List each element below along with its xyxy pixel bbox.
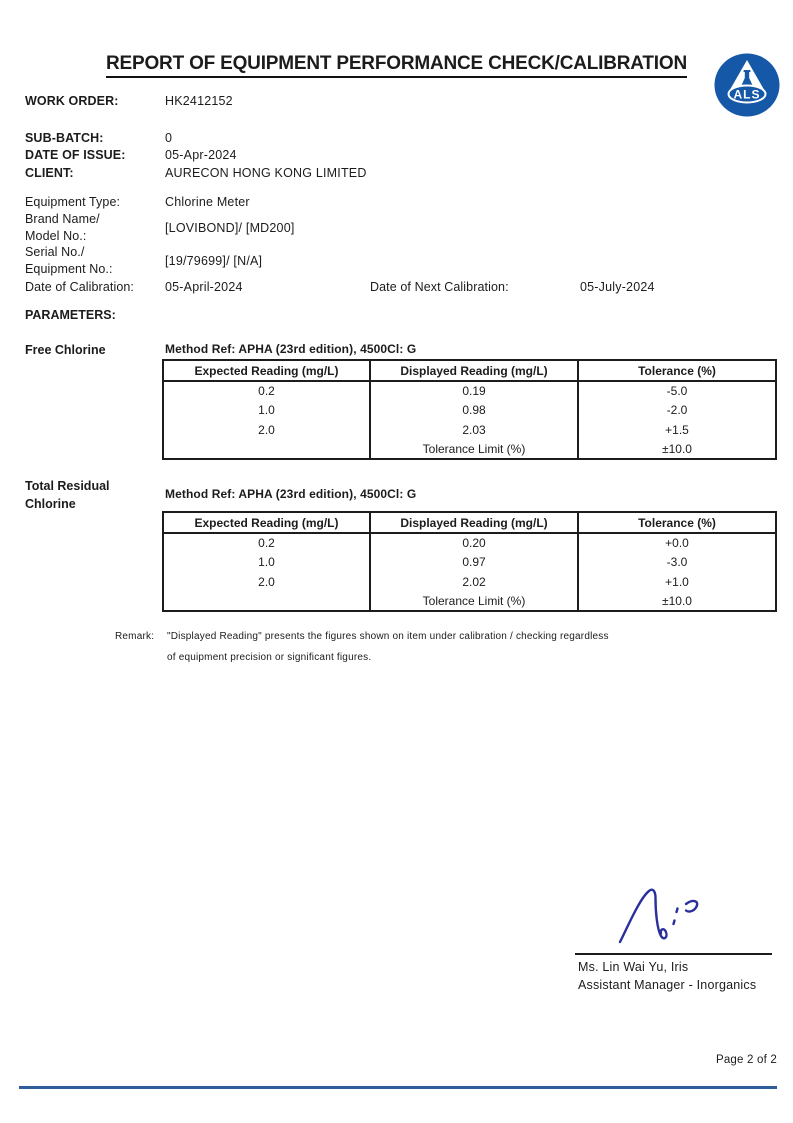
table-cell (163, 440, 370, 460)
field-value: Chlorine Meter (165, 195, 250, 209)
table-row (163, 401, 776, 421)
column-header: Expected Reading (mg/L) (163, 360, 370, 381)
table-cell: 2.03 (370, 420, 578, 440)
table-cell: 2.02 (370, 572, 578, 592)
equipment-block (25, 193, 773, 296)
remark-line2: of equipment precision or significant figures. (167, 652, 372, 663)
field-label-line1: Brand Name/ (25, 212, 100, 226)
table-cell: -5.0 (578, 381, 776, 401)
table-cell: 2.0 (163, 420, 370, 440)
signature-scribble (612, 884, 722, 948)
serial-equipment-row (25, 244, 773, 277)
table-cell: -3.0 (578, 553, 776, 573)
table-row (163, 420, 776, 440)
signature-mark-1 (674, 921, 675, 925)
field-row-date-of-issue (25, 147, 773, 165)
field-value: 05-Apr-2024 (165, 148, 237, 163)
table-cell: 0.2 (163, 533, 370, 553)
column-header: Tolerance (%) (578, 512, 776, 533)
table-cell: 0.2 (163, 381, 370, 401)
method-ref-free-chlorine: Method Ref: APHA (23rd edition), 4500Cl: G (165, 342, 417, 356)
field-label (25, 244, 165, 277)
calibration-dates-row (25, 278, 773, 296)
field-label-line1: Serial No./ (25, 245, 85, 259)
remark-line1: "Displayed Reading" presents the figures shown on item under calibration / checking regardless (167, 631, 609, 642)
section-label-free-chlorine: Free Chlorine (25, 343, 106, 357)
field-label: CLIENT: (25, 165, 74, 180)
field-label: Date of Calibration: (25, 280, 135, 294)
field-value: AURECON HONG KONG LIMITED (165, 165, 367, 180)
field-row-work-order (25, 94, 773, 108)
table-row (163, 553, 776, 573)
info-block (25, 129, 773, 182)
table-cell: ±10.0 (578, 592, 776, 612)
field-value: HK2412152 (165, 94, 233, 108)
field-value: [LOVIBOND]/ [MD200] (165, 220, 295, 235)
field-label: DATE OF ISSUE: (25, 148, 126, 163)
signatory-title: Assistant Manager - Inorganics (578, 978, 757, 992)
equipment-type-row (25, 193, 773, 211)
table-row (163, 533, 776, 553)
logo-flask-cap (744, 70, 751, 72)
table-cell: Tolerance Limit (%) (370, 440, 578, 460)
signature-line (575, 953, 772, 955)
table-cell: +1.5 (578, 420, 776, 440)
table-cell: -2.0 (578, 401, 776, 421)
table-cell: 0.20 (370, 533, 578, 553)
field-label: Date of Next Calibration: (370, 280, 509, 294)
field-label-line2: Equipment No.: (25, 261, 113, 276)
method-ref-total-residual-chlorine: Method Ref: APHA (23rd edition), 4500Cl: G (165, 487, 417, 501)
field-label: Equipment Type: (25, 194, 121, 209)
column-header: Expected Reading (mg/L) (163, 512, 370, 533)
report-title: REPORT OF EQUIPMENT PERFORMANCE CHECK/CALIBRATION (106, 53, 687, 78)
field-label (25, 211, 165, 244)
section-label-total-residual-chlorine: Total Residual Chlorine (25, 479, 110, 511)
total-residual-chlorine-table (162, 511, 777, 612)
field-value: 05-April-2024 (165, 280, 243, 294)
table-body (163, 381, 776, 459)
title-wrap (0, 53, 793, 78)
field-label: WORK ORDER: (25, 94, 119, 108)
table-head (163, 360, 776, 381)
table-header-row (163, 512, 776, 533)
column-header: Tolerance (%) (578, 360, 776, 381)
parameters-heading: PARAMETERS: (25, 308, 116, 322)
field-value: 05-July-2024 (580, 280, 655, 294)
signature-mark-2 (677, 909, 678, 913)
table-cell: 2.0 (163, 572, 370, 592)
table-cell: +1.0 (578, 572, 776, 592)
free-chlorine-table (162, 359, 777, 460)
table-cell: 0.98 (370, 401, 578, 421)
field-value: [19/79699]/ [N/A] (165, 253, 263, 268)
table-head (163, 512, 776, 533)
column-header: Displayed Reading (mg/L) (370, 360, 578, 381)
remark-text (167, 626, 609, 668)
field-row-sub-batch (25, 129, 773, 147)
table-cell: Tolerance Limit (%) (370, 592, 578, 612)
field-label: SUB-BATCH: (25, 130, 104, 145)
table-row (163, 440, 776, 460)
table-cell: 1.0 (163, 401, 370, 421)
signatory-name: Ms. Lin Wai Yu, Iris (578, 960, 689, 974)
page-number: Page 2 of 2 (715, 1054, 777, 1066)
signature-mark-3 (686, 901, 697, 912)
table-cell: 0.19 (370, 381, 578, 401)
table-row (163, 592, 776, 612)
logo-text: ALS (733, 87, 761, 102)
field-row-client (25, 164, 773, 182)
table-row (163, 381, 776, 401)
table-cell: +0.0 (578, 533, 776, 553)
table-cell: 1.0 (163, 553, 370, 573)
remark-label: Remark: (115, 631, 155, 642)
remark (115, 631, 609, 668)
table-cell: 0.97 (370, 553, 578, 573)
table-body (163, 533, 776, 611)
signature-peak (620, 890, 666, 942)
table-cell: ±10.0 (578, 440, 776, 460)
column-header: Displayed Reading (mg/L) (370, 512, 578, 533)
footer-rule (19, 1086, 777, 1089)
field-value: 0 (165, 130, 173, 145)
brand-model-row (25, 211, 773, 244)
table-row (163, 572, 776, 592)
field-label-line2: Model No.: (25, 228, 87, 243)
table-cell (163, 592, 370, 612)
table-header-row (163, 360, 776, 381)
